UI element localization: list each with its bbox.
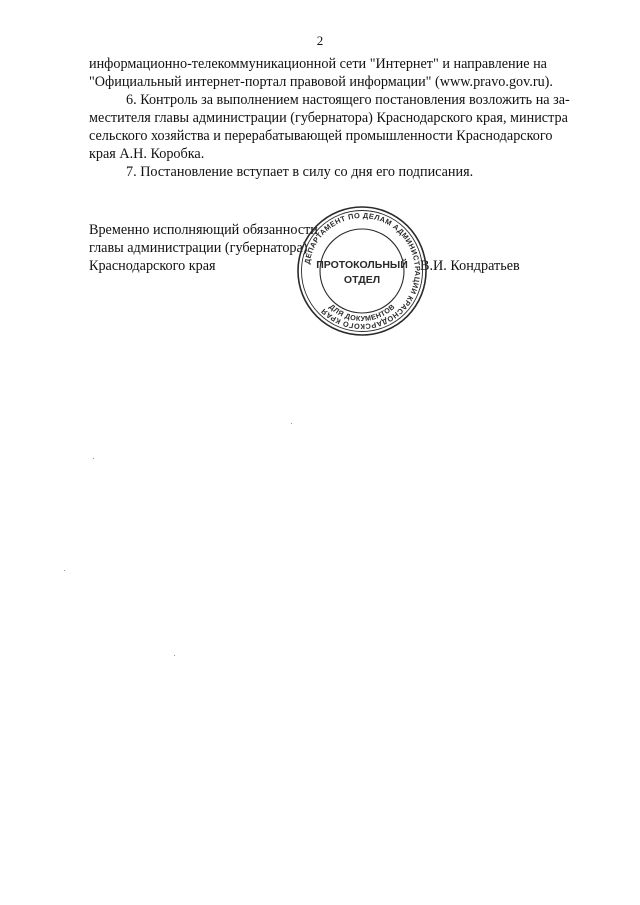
- page-number: 2: [316, 33, 324, 48]
- stamp-inner-ring: [320, 229, 404, 313]
- paragraph-item-6: [89, 91, 604, 163]
- text-line: "Официальный интернет-портал правовой информации" (www.pravo.gov.ru).: [89, 74, 553, 90]
- signer-position-line: главы администрации (губернатора): [89, 240, 308, 256]
- scan-speck: [174, 655, 175, 656]
- text-line: сельского хозяйства и перерабатывающей промышленности Краснодарского: [89, 128, 553, 144]
- signer-name: В.И. Кондратьев: [420, 258, 520, 274]
- text-line: местителя главы администрации (губернатора) Краснодарского края, министра: [89, 110, 568, 126]
- text-line: края А.Н. Коробка.: [89, 146, 205, 162]
- text-line: 7. Постановление вступает в силу со дня его подписания.: [126, 164, 474, 180]
- scan-speck: [291, 423, 292, 424]
- signer-position-line: Краснодарского края: [89, 258, 216, 274]
- stamp-center-line-2: ОТДЕЛ: [343, 274, 381, 286]
- signer-position-line: Временно исполняющий обязанности: [89, 222, 318, 238]
- scan-speck: [64, 570, 65, 571]
- signature-block: [89, 221, 318, 275]
- scan-speck: [93, 458, 94, 459]
- official-stamp: [295, 204, 429, 338]
- paragraph-continuation: [89, 55, 604, 91]
- stamp-center-line-1: ПРОТОКОЛЬНЫЙ: [316, 259, 408, 271]
- stamp-ring-text: ДЕПАРТАМЕНТ ПО ДЕЛАМ АДМИНИСТРАЦИИ КРАСНОДАРСКОГО КРАЯ: [302, 210, 423, 332]
- paragraph-item-7: [89, 163, 604, 181]
- stamp-bottom-text: ДЛЯ ДОКУМЕНТОВ: [327, 302, 397, 324]
- text-line: информационно-телекоммуникационной сети "Интернет" и направление на: [89, 56, 547, 72]
- document-body: [89, 55, 604, 181]
- text-line: 6. Контроль за выполнением настоящего постановления возложить на за-: [126, 92, 570, 108]
